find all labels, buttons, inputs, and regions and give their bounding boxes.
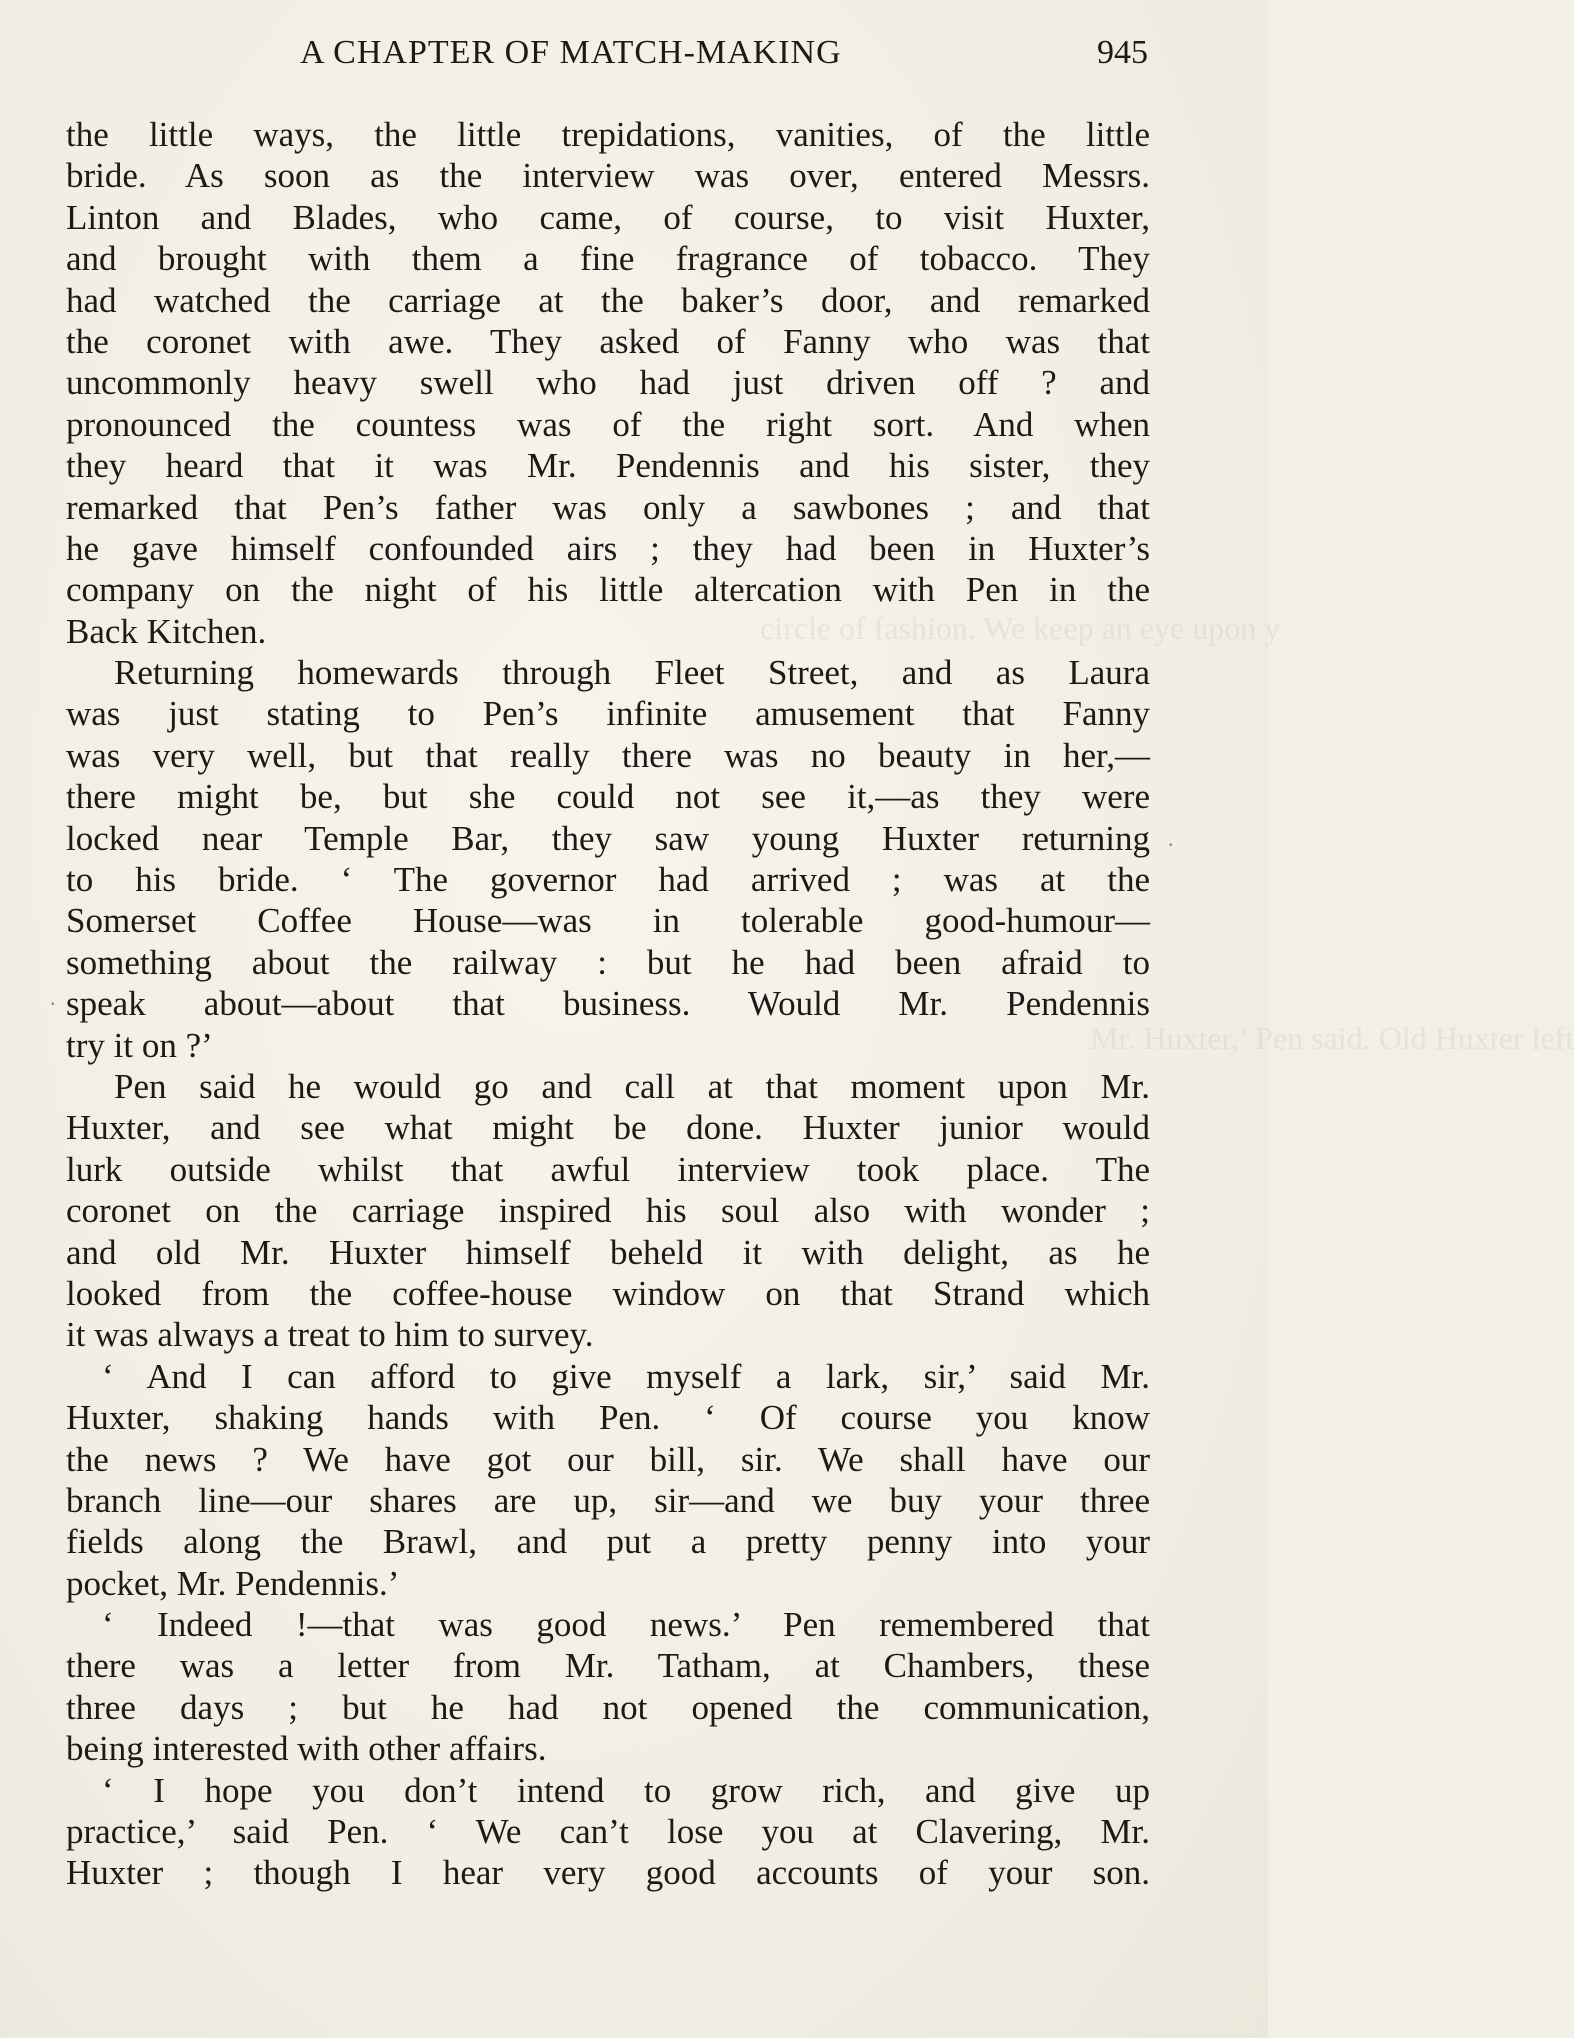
- page-number: 945: [1097, 34, 1148, 71]
- text-line: company on the night of his little altercation with Pen in the: [66, 570, 1150, 610]
- text-line: Huxter, and see what might be done. Huxter junior would: [66, 1108, 1150, 1148]
- text-line: lurk outside whilst that awful interview took place. The: [66, 1149, 1150, 1189]
- text-line: fields along the Brawl, and put a pretty penny into your: [66, 1522, 1150, 1562]
- paragraph-first-line: Returning homewards through Fleet Street, and as Laura: [114, 653, 1150, 693]
- show-through-text: Mr. Huxter,’ Pen said. Old Huxter left: [1090, 1020, 1574, 1056]
- text-line: Linton and Blades, who came, of course, to visit Huxter,: [66, 197, 1150, 237]
- text-line: Huxter, shaking hands with Pen. ‘ Of course you know: [66, 1398, 1150, 1438]
- text-line: being interested with other affairs.: [66, 1729, 547, 1769]
- text-line: try it on ?’: [66, 1025, 213, 1065]
- margin-speck: .: [1168, 826, 1174, 851]
- text-line: and brought with them a fine fragrance of tobacco. They: [66, 239, 1150, 279]
- text-line: locked near Temple Bar, they saw young Huxter returning: [66, 818, 1150, 858]
- text-line: had watched the carriage at the baker’s door, and remarked: [66, 280, 1150, 320]
- text-line: there might be, but she could not see it,—as they were: [66, 777, 1150, 817]
- text-line: Back Kitchen.: [66, 611, 267, 651]
- text-line: practice,’ said Pen. ‘ We can’t lose you at Clavering, Mr.: [66, 1812, 1150, 1852]
- paragraph-first-line: ‘ Indeed !—that was good news.’ Pen remembered that: [102, 1605, 1150, 1645]
- text-line: was very well, but that really there was no beauty in her,—: [66, 735, 1150, 775]
- text-line: he gave himself confounded airs ; they had been in Huxter’s: [66, 528, 1150, 568]
- running-head-title: A CHAPTER OF MATCH-MAKING: [300, 34, 842, 71]
- paragraph-first-line: ‘ And I can afford to give myself a lark, sir,’ said Mr.: [102, 1356, 1150, 1396]
- text-line: pronounced the countess was of the right sort. And when: [66, 404, 1150, 444]
- text-line: it was always a treat to him to survey.: [66, 1315, 594, 1355]
- body-text: [66, 114, 1150, 1894]
- text-line: they heard that it was Mr. Pendennis and his sister, they: [66, 446, 1150, 486]
- show-through-text: circle of fashion. We keep an eye upon y: [760, 610, 1281, 646]
- text-line: three days ; but he had not opened the communication,: [66, 1687, 1150, 1727]
- text-line: to his bride. ‘ The governor had arrived ; was at the: [66, 860, 1150, 900]
- text-line: uncommonly heavy swell who had just driven off ? and: [66, 363, 1150, 403]
- text-line: coronet on the carriage inspired his soul also with wonder ;: [66, 1191, 1150, 1231]
- running-head: [300, 34, 1148, 74]
- text-line: looked from the coffee-house window on that Strand which: [66, 1273, 1150, 1313]
- text-line: was just stating to Pen’s infinite amusement that Fanny: [66, 694, 1150, 734]
- text-line: and old Mr. Huxter himself beheld it with delight, as he: [66, 1232, 1150, 1272]
- text-line: the news ? We have got our bill, sir. We shall have our: [66, 1439, 1150, 1479]
- text-line: remarked that Pen’s father was only a sawbones ; and that: [66, 487, 1150, 527]
- text-line: branch line—our shares are up, sir—and we buy your three: [66, 1480, 1150, 1520]
- text-line: Somerset Coffee House—was in tolerable good-humour—: [66, 901, 1150, 941]
- text-line: something about the railway : but he had been afraid to: [66, 942, 1150, 982]
- text-line: bride. As soon as the interview was over, entered Messrs.: [66, 156, 1150, 196]
- text-line: the little ways, the little trepidations, vanities, of the little: [66, 115, 1150, 154]
- margin-speck: .: [50, 985, 56, 1010]
- text-line: there was a letter from Mr. Tatham, at Chambers, these: [66, 1646, 1150, 1686]
- text-line: pocket, Mr. Pendennis.’: [66, 1563, 400, 1603]
- paragraph-first-line: ‘ I hope you don’t intend to grow rich, and give up: [102, 1770, 1150, 1810]
- text-line: the coronet with awe. They asked of Fanny who was that: [66, 321, 1150, 361]
- paragraph-first-line: Pen said he would go and call at that moment upon Mr.: [114, 1066, 1150, 1106]
- text-line: speak about—about that business. Would Mr. Pendennis: [66, 984, 1150, 1024]
- text-line: Huxter ; though I hear very good accounts of your son.: [66, 1853, 1150, 1893]
